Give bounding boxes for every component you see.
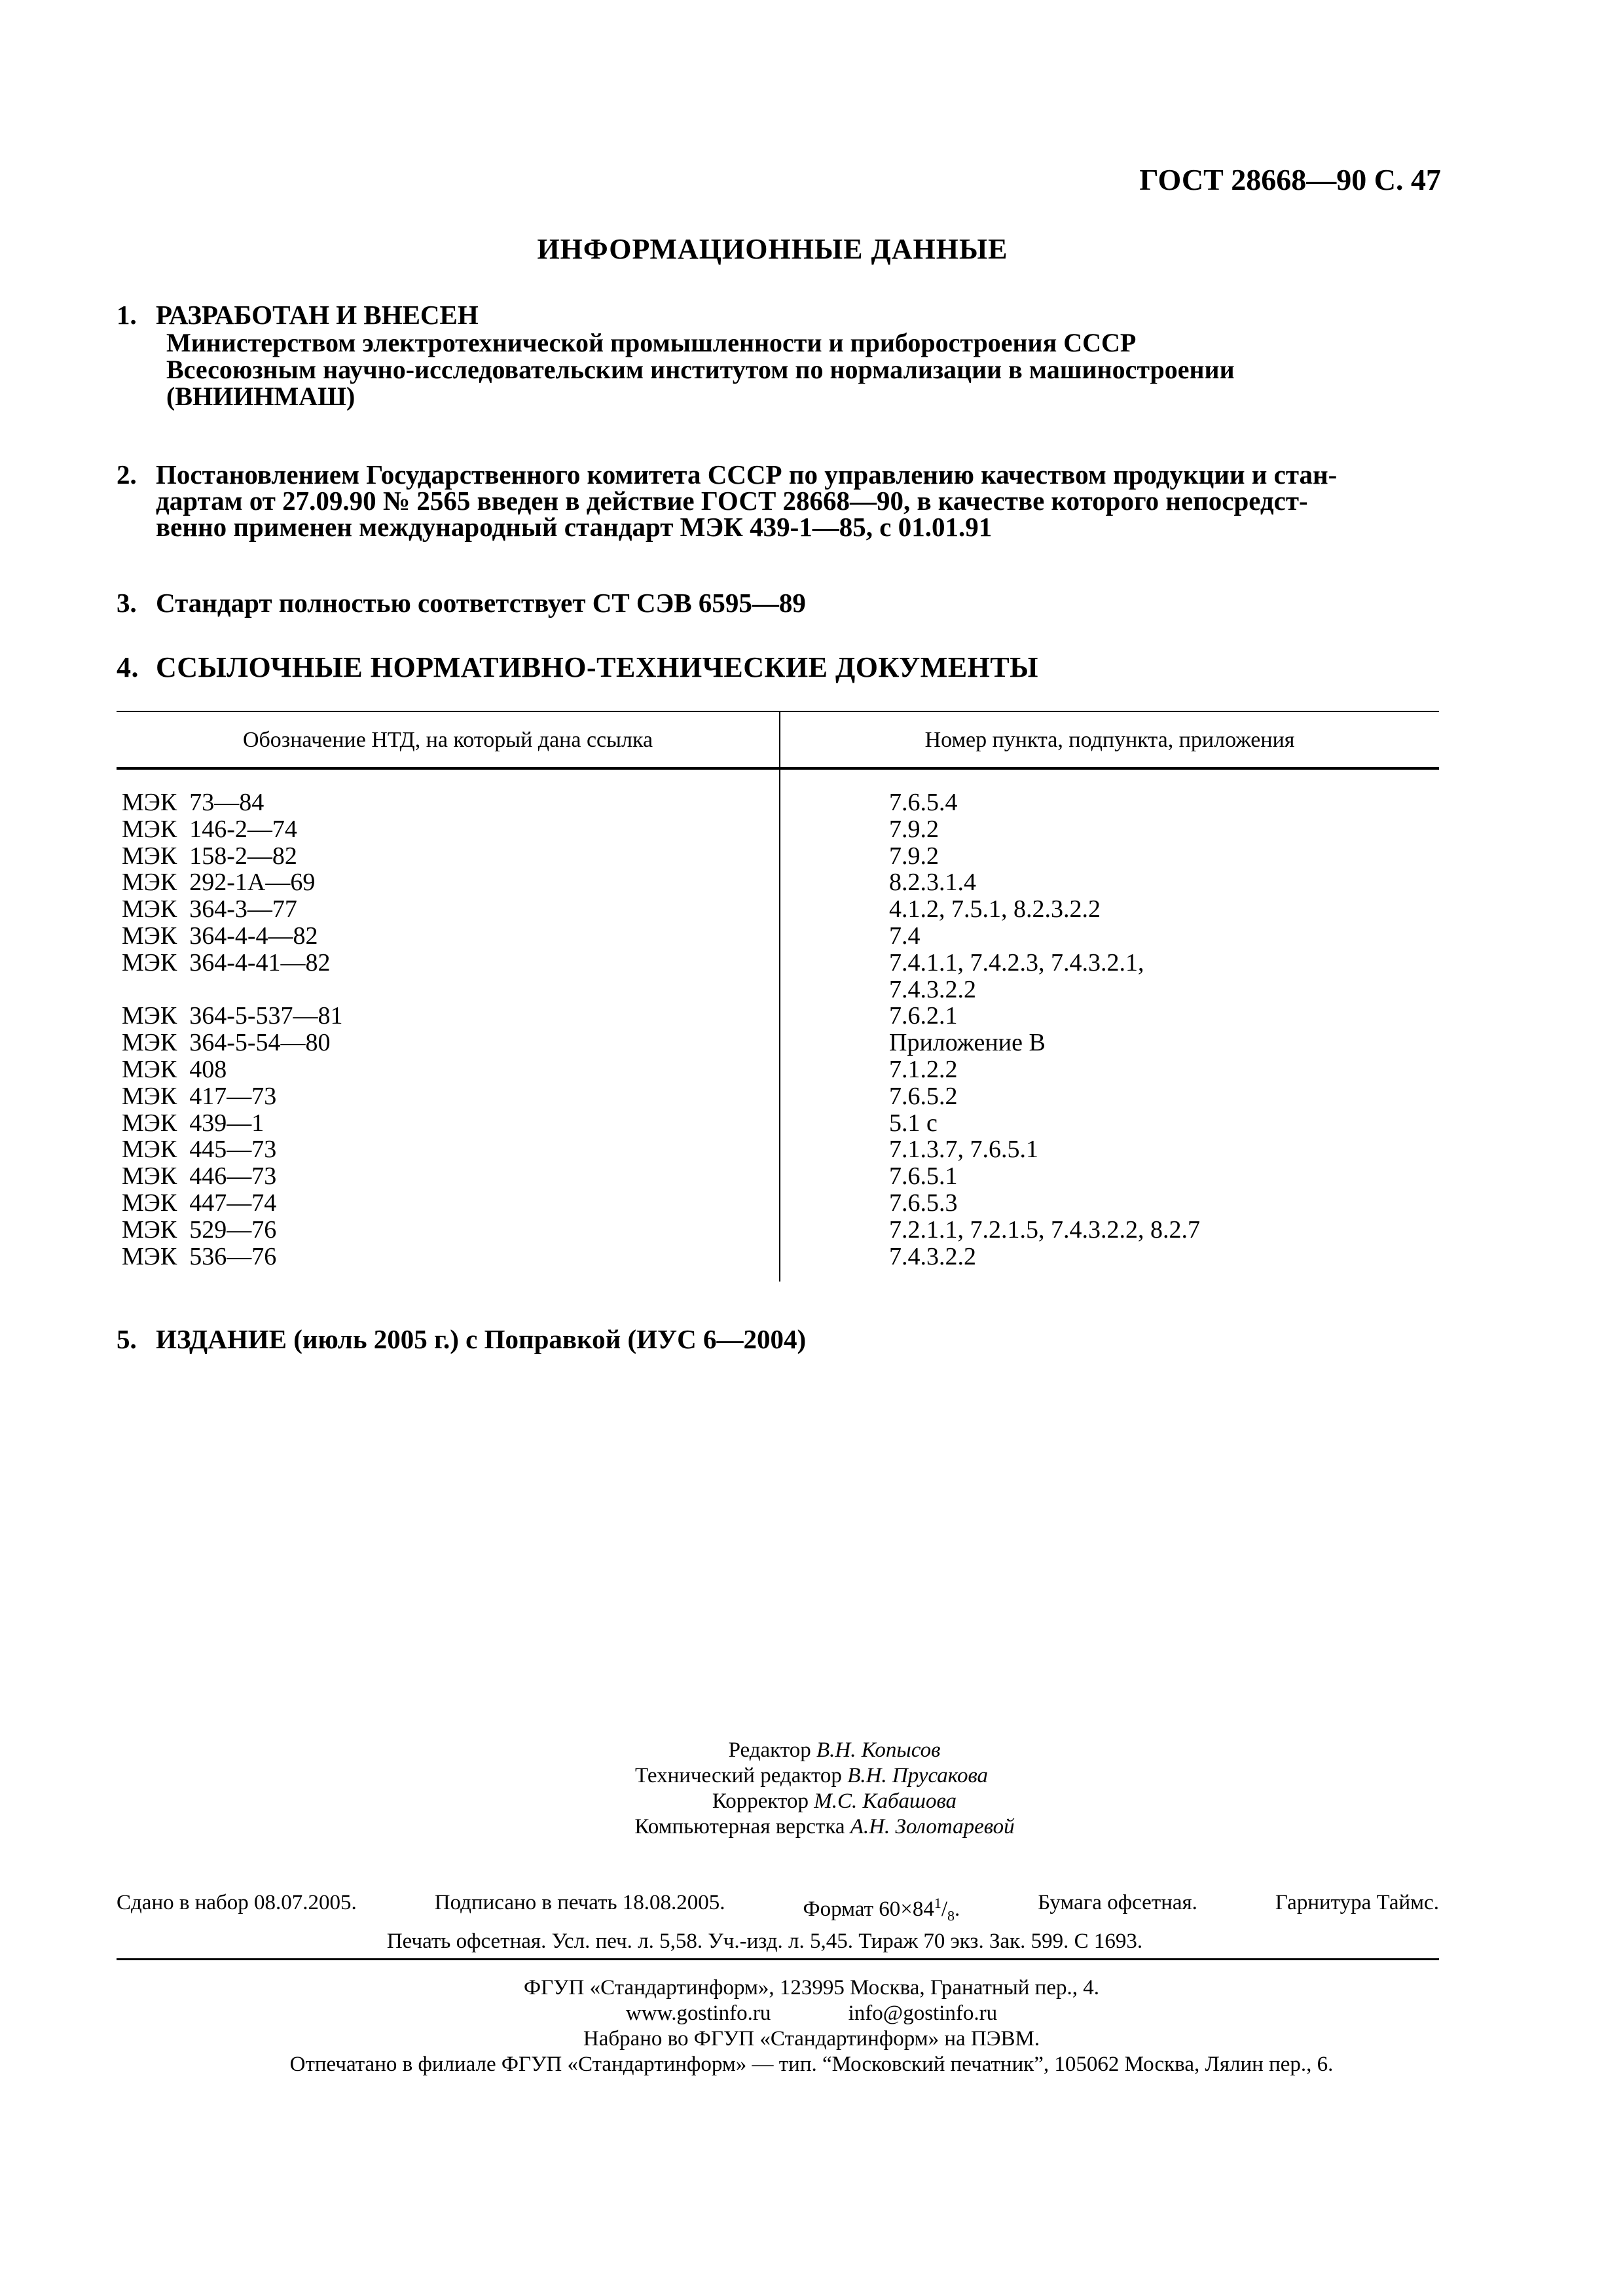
section-4 (117, 653, 1446, 681)
footer-website-link[interactable]: www.gostinfo.ru (625, 2001, 771, 2025)
print-imprint (117, 1890, 1439, 1954)
footer-email-link[interactable]: info@gostinfo.ru (848, 2001, 998, 2025)
section-1-number: 1. (117, 300, 137, 330)
credit-editor-name: В.Н. Копысов (816, 1738, 941, 1762)
section-3 (117, 589, 1446, 617)
table-column-designations: МЭК 73—84 МЭК 146-2—74 МЭК 158-2—82 МЭК 292-1А—69 МЭК 364-3—77 МЭК 364-4-4—82 МЭК 364-4-41—82 МЭК 364-5-537—81 МЭК 364-5-54—80 МЭК 408 МЭК 417—73 МЭК 439—1 МЭК 445—73 МЭК 446—73 МЭК 447—74 МЭК 529—76 МЭК 536—76 (122, 789, 343, 1270)
section-3-text: Стандарт полностью соответствует СТ СЭВ 6595—89 (156, 588, 806, 618)
credit-layout-label: Компьютерная верстка (634, 1815, 845, 1839)
credit-editor (0, 1738, 1623, 1763)
section-5-text: ИЗДАНИЕ (июль 2005 г.) с Поправкой (ИУС 6—2004) (156, 1324, 807, 1354)
imprint-submitted: Сдано в набор 08.07.2005. (117, 1891, 357, 1914)
credit-layout-name: А.Н. Золотаревой (850, 1815, 1015, 1839)
section-1-developer-1: Министерством электротехнической промышленности и приборостроения СССР (166, 328, 1137, 357)
table-header-designation: Обозначение НТД, на который дана ссылка (242, 728, 653, 752)
credit-layout (0, 1814, 1623, 1840)
credit-tech-editor-name: В.Н. Прусакова (847, 1764, 989, 1787)
section-1-developer-3: (ВНИИНМАШ) (166, 382, 356, 411)
table-column-divider (779, 711, 780, 1282)
section-1-developer-2: Всесоюзным научно-исследовательским институтом по нормализации в машиностроении (166, 355, 1235, 384)
document-title: ИНФОРМАЦИОННЫЕ ДАННЫЕ (537, 233, 1008, 265)
imprint-format-prefix: Формат 60×84 (803, 1897, 934, 1921)
reference-documents-table (117, 711, 1439, 1274)
section-2 (117, 461, 1446, 540)
section-5-number: 5. (117, 1324, 137, 1354)
section-2-line-1 (117, 461, 1446, 488)
section-4-heading: ССЫЛОЧНЫЕ НОРМАТИВНО-ТЕХНИЧЕСКИЕ ДОКУМЕНТЫ (156, 651, 1038, 683)
section-2-text-2: дартам от 27.09.90 № 2565 введен в действие ГОСТ 28668—90, в качестве которого непосредст- (156, 486, 1308, 516)
imprint-format-slash: / (941, 1897, 948, 1921)
section-1-heading-row (117, 301, 1446, 329)
table-top-rule (117, 711, 1439, 712)
imprint-paper: Бумага офсетная. (1038, 1891, 1197, 1914)
publisher-footer (0, 1975, 1623, 2077)
editorial-credits (0, 1738, 1623, 1840)
imprint-format-denominator: 8 (947, 1907, 955, 1924)
credit-tech-editor-label: Технический редактор (634, 1764, 842, 1787)
imprint-row-2: Печать офсетная. Усл. печ. л. 5,58. Уч.-изд. л. 5,45. Тираж 70 экз. Зак. 599. С 1693. (386, 1929, 1143, 1953)
section-2-text-3: венно применен международный стандарт МЭК 439-1—85, с 01.01.91 (156, 512, 993, 542)
footer-publisher: ФГУП «Стандартинформ», 123995 Москва, Гранатный пер., 4. (524, 1976, 1099, 2000)
footer-printed: Отпечатано в филиале ФГУП «Стандартинформ» — тип. “Московский печатник”, 105062 Москва, Лялин пер., 6. (289, 2053, 1334, 2076)
section-3-number: 3. (117, 588, 137, 618)
footer-typeset: Набрано во ФГУП «Стандартинформ» на ПЭВМ. (583, 2027, 1040, 2051)
credit-corrector (0, 1789, 1623, 1814)
table-column-clauses: 7.6.5.4 7.9.2 7.9.2 8.2.3.1.4 4.1.2, 7.5.1, 8.2.3.2.2 7.4 7.4.1.1, 7.4.2.3, 7.4.3.2.1, 7.4.3.2.2 7.6.2.1 Приложение В 7.1.2.2 7.6.5.2 5.1 с 7.1.3.7, 7.6.5.1 7.6.5.1 7.6.5.3 7.2.1.1, 7.2.1.5, 7.4.3.2.2, 8.2.7 7.4.3.2.2 (889, 789, 1200, 1270)
credit-corrector-label: Корректор (712, 1789, 809, 1813)
page-header-reference: ГОСТ 28668—90 С. 47 (1139, 163, 1441, 196)
imprint-typeface: Гарнитура Таймс. (1275, 1891, 1439, 1914)
imprint-format-numerator: 1 (934, 1895, 941, 1911)
credit-tech-editor (0, 1763, 1623, 1789)
table-header-rule (117, 767, 1439, 770)
section-1-heading: РАЗРАБОТАН И ВНЕСЕН (156, 300, 479, 330)
imprint-format-suffix: . (955, 1897, 960, 1921)
imprint-row-1 (117, 1890, 1439, 1929)
section-4-number: 4. (117, 651, 139, 683)
credit-corrector-name: М.С. Кабашова (814, 1789, 957, 1813)
imprint-signed: Подписано в печать 18.08.2005. (434, 1891, 725, 1914)
credit-editor-label: Редактор (728, 1738, 811, 1762)
section-2-text-1: Постановлением Государственного комитета СССР по управлению качеством продукции и стан- (156, 459, 1338, 490)
footer-contacts (0, 2001, 1623, 2026)
section-5 (117, 1325, 1446, 1354)
table-header-clause: Номер пункта, подпункта, приложения (924, 728, 1295, 752)
section-2-number: 2. (117, 459, 137, 490)
imprint-format (803, 1890, 960, 1929)
footer-rule (117, 1958, 1439, 1960)
section-1 (117, 301, 1446, 410)
